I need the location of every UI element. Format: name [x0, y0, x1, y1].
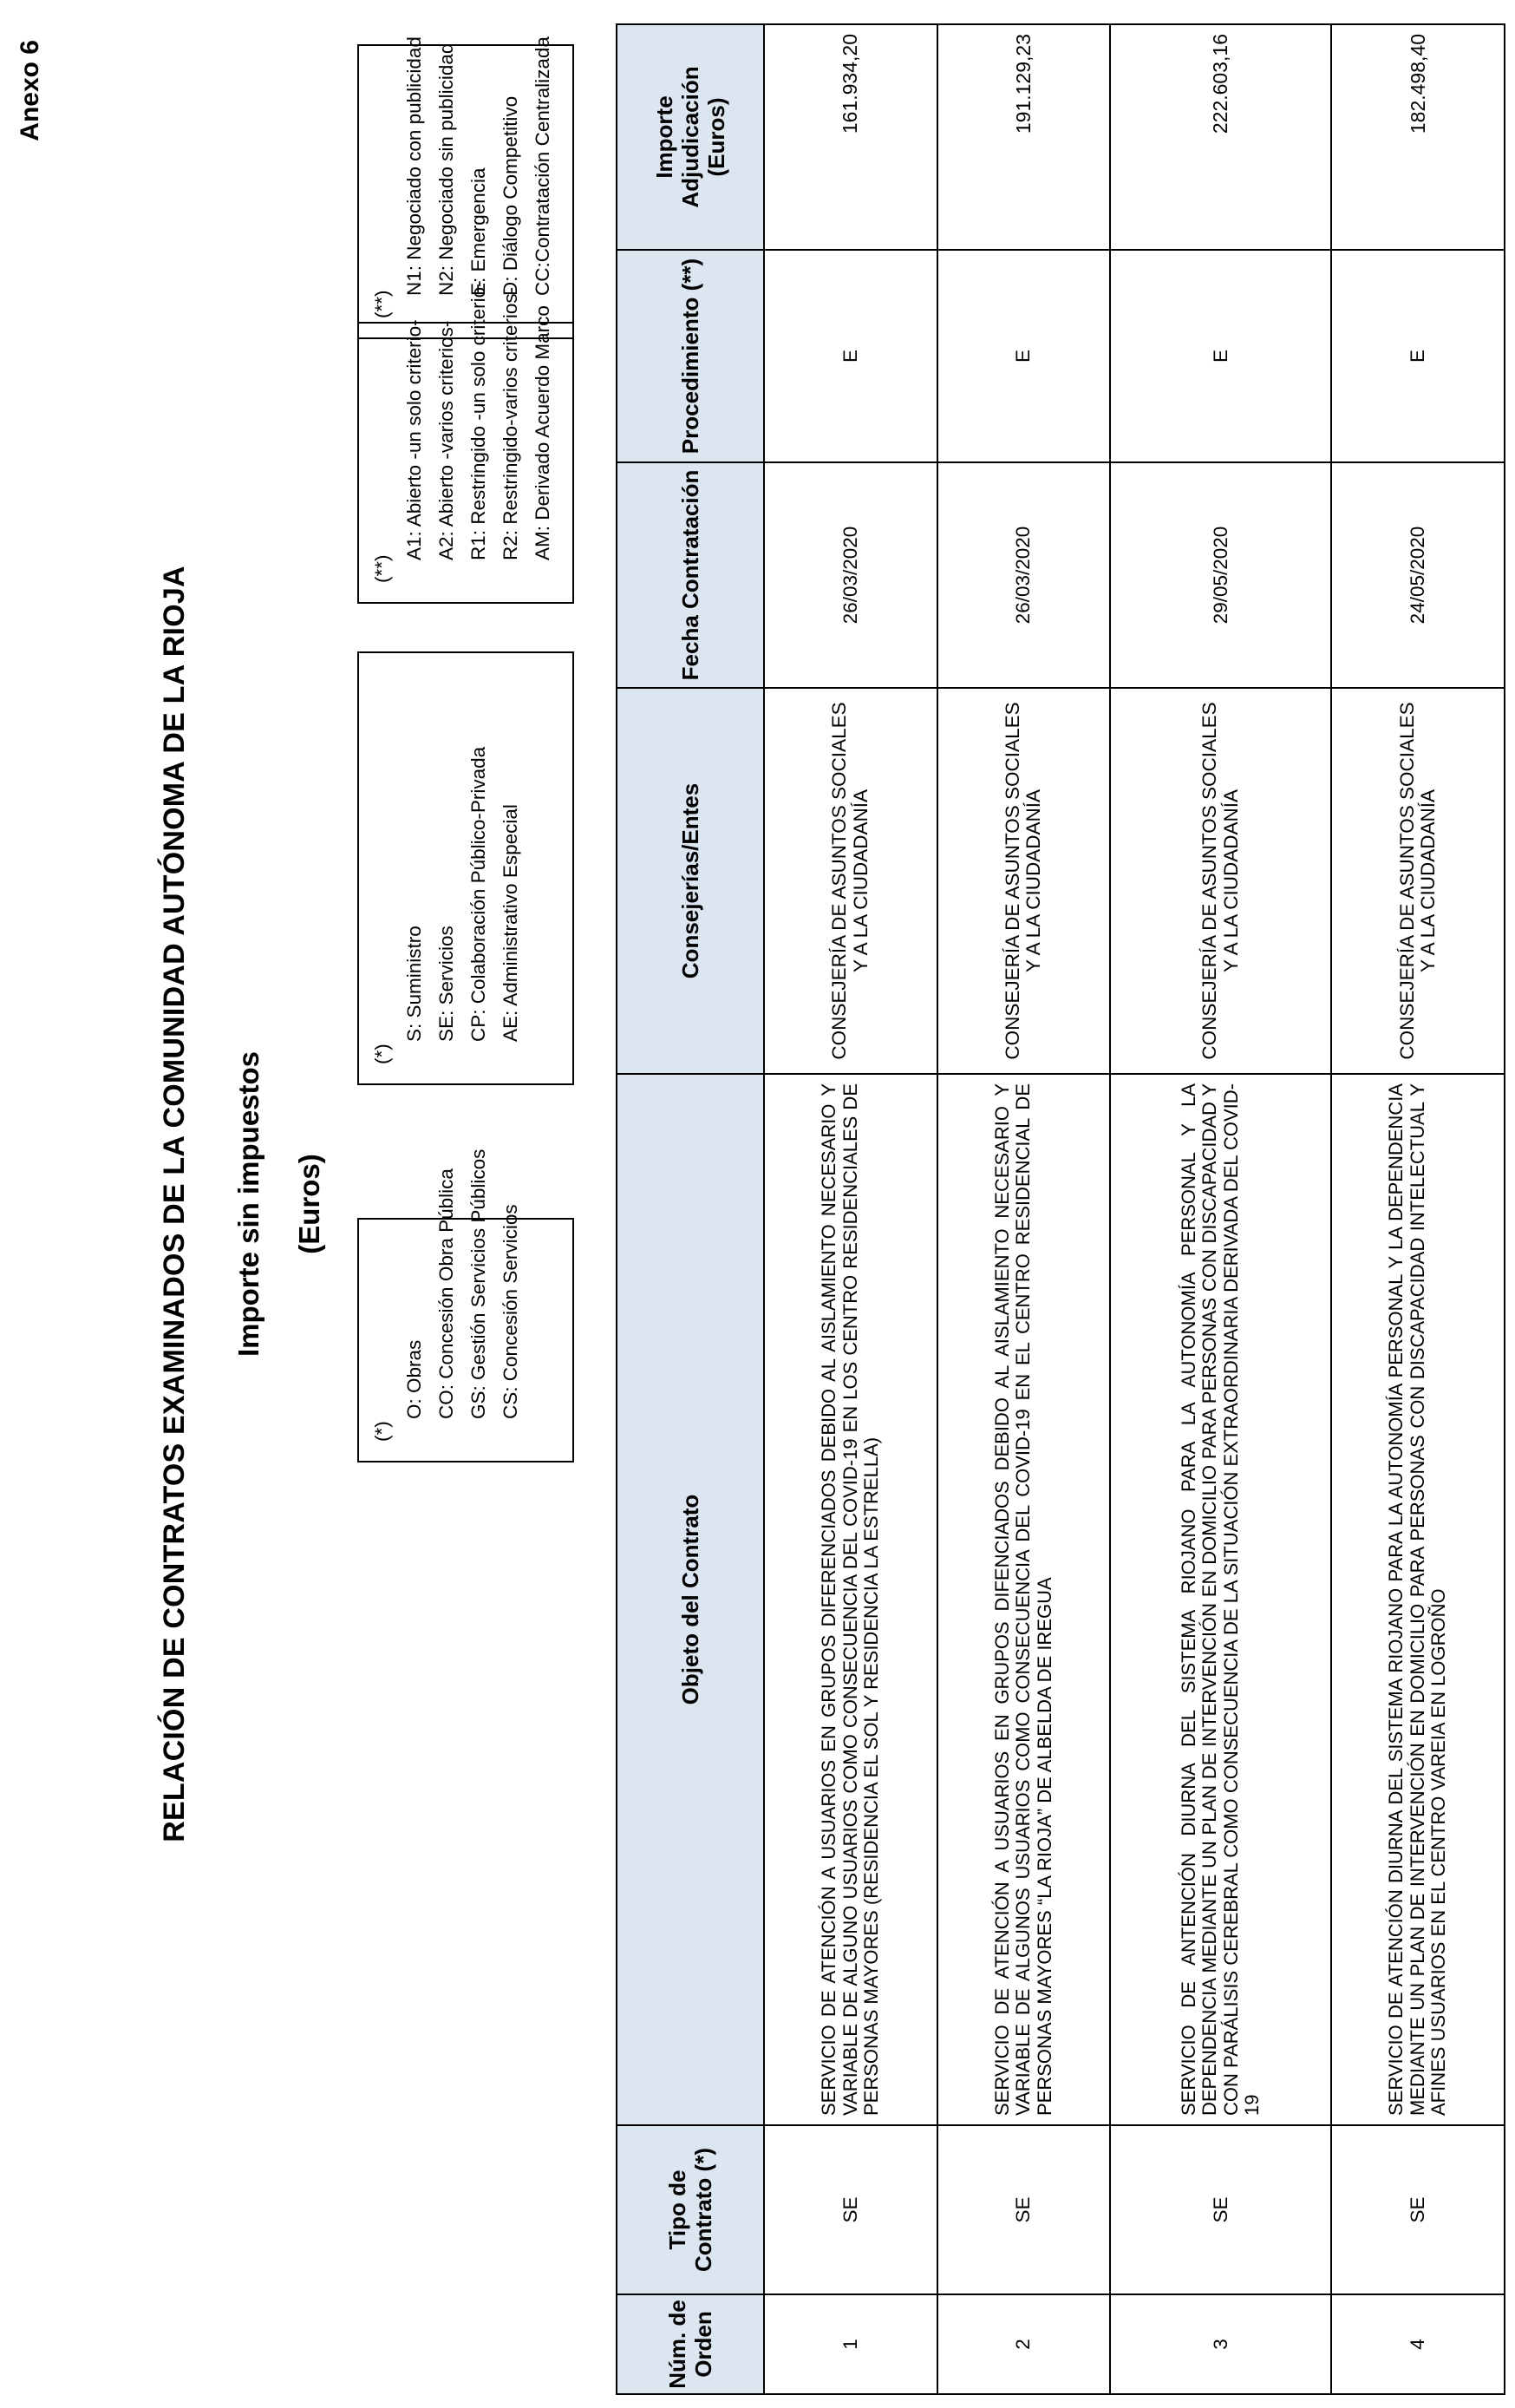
legend-item: CO: Concesión Obra Pública: [435, 1168, 457, 1419]
legend-contract-types-2: [357, 651, 574, 1085]
cell-type: SE: [1331, 2125, 1505, 2294]
legend-item: R2: Restringido-varios criterios-: [500, 286, 521, 560]
cell-object: SERVICIO DE ATENCIÓN DIURNA DEL SISTEMA RIOJANO PARA LA AUTONOMÍA PERSONAL Y LA DEPENDENCIA MEDIANTE UN PLAN DE INTERVENCIÓN EN DOMICILIO PARA PERSONAS CON DISCAPACIDAD INTELECTUAL Y AFINES USUARIOS EN EL CENTRO VAREIA EN LOGROÑO: [1331, 1074, 1505, 2125]
cell-entity: CONSEJERÍA DE ASUNTOS SOCIALES Y A LA CIUDADANÍA: [764, 688, 937, 1074]
legend-item: S: Suministro: [403, 926, 425, 1042]
legend-header: (**): [371, 554, 393, 583]
legend-procedures-2: [357, 36, 574, 339]
cell-amount: 161.934,20: [764, 24, 937, 250]
page-title: RELACIÓN DE CONTRATOS EXAMINADOS DE LA COMUNIDAD AUTÓNOMA DE LA RIOJA: [158, 566, 191, 1842]
header-amount: Importe Adjudicación (Euros): [617, 24, 764, 250]
legend-header: (*): [371, 1421, 393, 1442]
cell-procedure: E: [937, 250, 1111, 462]
legend-contract-types-1: [357, 1148, 574, 1462]
cell-date: 26/03/2020: [764, 462, 937, 688]
legend-header: (*): [371, 1044, 393, 1064]
cell-type: SE: [937, 2125, 1111, 2294]
legend-item: D: Diálogo Competitivo: [500, 95, 521, 296]
cell-type: SE: [1110, 2125, 1331, 2294]
header-procedure: Procedimiento (**): [617, 250, 764, 462]
page-subtitle: Importe sin impuestos: [232, 1050, 264, 1358]
header-type: Tipo de Contrato (*): [617, 2125, 764, 2294]
cell-procedure: E: [1110, 250, 1331, 462]
contracts-table: [616, 23, 1505, 2395]
legend-item: N1: Negociado con publicidad: [403, 36, 425, 296]
legend-item: CC:Contratación Centralizada: [532, 36, 553, 296]
cell-date: 29/05/2020: [1110, 462, 1331, 688]
legend-item: R1: Restringido -un solo criterio-: [467, 280, 489, 560]
cell-date: 24/05/2020: [1331, 462, 1505, 688]
legend-procedures-1: [357, 280, 574, 604]
cell-type: SE: [764, 2125, 937, 2294]
cell-amount: 222.603,16: [1110, 24, 1331, 250]
cell-entity: CONSEJERÍA DE ASUNTOS SOCIALES Y A LA CIUDADANÍA: [1110, 688, 1331, 1074]
header-date: Fecha Contratación: [617, 462, 764, 688]
cell-num: 4: [1331, 2294, 1505, 2394]
legend-item: CP: Colaboración Público-Privada: [467, 746, 489, 1042]
cell-object: SERVICIO DE ANTENCIÓN DIURNA DEL SISTEMA RIOJANO PARA LA AUTONOMÍA PERSONAL Y LA DEPENDENCIA MEDIANTE UN PLAN DE INTERVENCIÓN EN DOMICILIO PARA PERSONAS CON DISCAPACIDAD Y CON PARÁLISIS CEREBRAL COMO CONSECUENCIA DE LA SITUACIÓN EXTRAORDINARIA DERIVADA DEL COVID-19: [1110, 1074, 1331, 2125]
legend-item: O: Obras: [403, 1339, 425, 1419]
cell-entity: CONSEJERÍA DE ASUNTOS SOCIALES Y A LA CIUDADANÍA: [1331, 688, 1505, 1074]
currency-subtitle: (Euros): [293, 1154, 325, 1254]
table-row: [1110, 24, 1331, 2394]
cell-object: SERVICIO DE ATENCIÓN A USUARIOS EN GRUPOS DIFENCIADOS DEBIDO AL AISLAMIENTO NECESARIO Y VARIABLE DE ALGUNOS USUARIOS COMO CONSECUENCIA DEL COVID-19 EN EL CENTRO RESIDENCIAL DE PERSONAS MAYORES “LA RIOJA” DE ALBELDA DE IREGUA: [937, 1074, 1111, 2125]
legend-item: AM: Derivado Acuerdo Marco: [532, 305, 553, 560]
table-row: [764, 24, 937, 2394]
cell-date: 26/03/2020: [937, 462, 1111, 688]
cell-num: 1: [764, 2294, 937, 2394]
cell-num: 3: [1110, 2294, 1331, 2394]
cell-procedure: E: [1331, 250, 1505, 462]
header-entities: Consejerías/Entes: [617, 688, 764, 1074]
legend-item: CS: Concesión Servicios: [500, 1204, 521, 1419]
cell-object: SERVICIO DE ATENCIÓN A USUARIOS EN GRUPOS DIFERENCIADOS DEBIDO AL AISLAMIENTO NECESARIO Y VARIABLE DE ALGUNO USUARIOS COMO CONSECUENCIA DEL COVID-19 EN LOS CENTRO RESIDENCIALES DE PERSONAS MAYORES (RESIDENCIA EL SOL Y RESIDENCIA LA ESTRELLA): [764, 1074, 937, 2125]
cell-entity: CONSEJERÍA DE ASUNTOS SOCIALES Y A LA CIUDADANÍA: [937, 688, 1111, 1074]
table-row: [937, 24, 1111, 2394]
header-num: Núm. de Orden: [617, 2294, 764, 2394]
table-row: [1331, 24, 1505, 2394]
legend-item: A2: Abierto -varios criterios-: [435, 320, 457, 560]
annex-label: Anexo 6: [16, 40, 44, 141]
legend-item: E: Emergencia: [467, 167, 489, 296]
cell-num: 2: [937, 2294, 1111, 2394]
legend-header: (**): [371, 290, 393, 318]
cell-procedure: E: [764, 250, 937, 462]
legend-item: N2: Negociado sin publicidad: [435, 43, 457, 296]
legend-item: A1: Abierto -un solo criterio-: [403, 319, 425, 560]
legend-item: AE: Administrativo Especial: [500, 804, 521, 1042]
legend-item: SE: Servicios: [435, 926, 457, 1042]
table-header-row: [617, 24, 764, 2394]
cell-amount: 191.129,23: [937, 24, 1111, 250]
legend-item: GS: Gestión Servicios Públicos: [467, 1148, 489, 1419]
cell-amount: 182.498,40: [1331, 24, 1505, 250]
header-object: Objeto del Contrato: [617, 1074, 764, 2125]
